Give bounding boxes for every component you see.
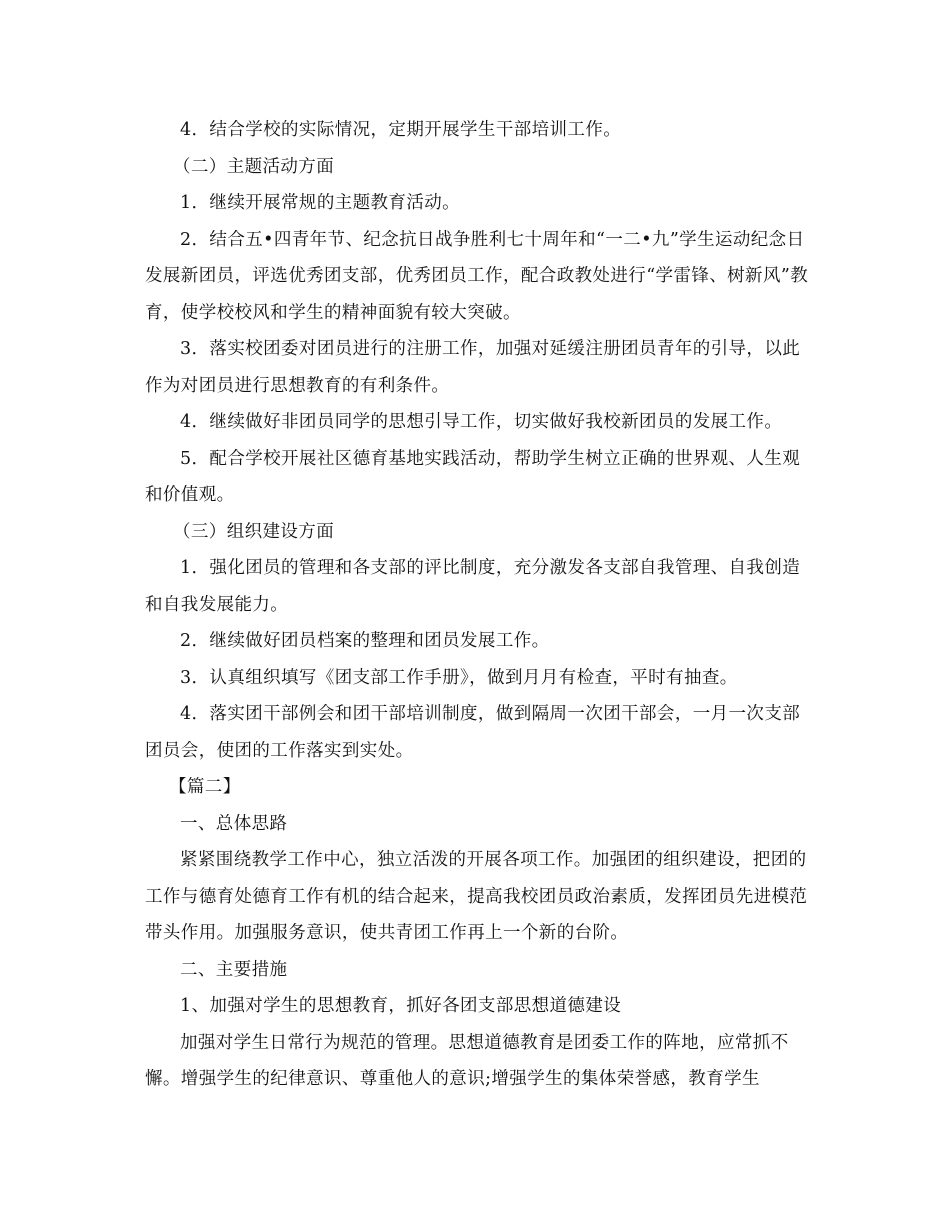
- paragraph-item-4-training: 4．结合学校的实际情况，定期开展学生干部培训工作。: [180, 120, 622, 140]
- paragraph-item-2-archives: 2．继续做好团员档案的整理和团员发展工作。: [180, 631, 550, 651]
- paragraph-item-1-management: 1．强化团员的管理和各支部的评比制度，充分激发各支部自我管理、自我创造和自我发展能力。: [145, 558, 801, 615]
- heading-main-measures: 二、主要措施: [180, 959, 288, 980]
- subheading-theme-activities: （二）主题活动方面: [173, 156, 335, 177]
- paragraph-item-4-meetings: 4．落实团干部例会和团干部培训制度，做到隔周一次团干部会，一月一次支部团员会，使团的工作落实到实处。: [145, 704, 801, 761]
- paragraph-item-3-handbook: 3．认真组织填写《团支部工作手册》，做到月月有检查，平时有抽查。: [180, 667, 738, 688]
- paragraph-item-1-theme-education: 1．继续开展常规的主题教育活动。: [180, 193, 461, 213]
- paragraph-item-2-new-members: 2．结合五•四青年节、纪念抗日战争胜利七十周年和“一二•九”学生运动纪念日发展新团员，评选优秀团支部，优秀团员工作，配合政教处进行“学雷锋、树新风”教育，使学校校风和学生的精神面貌有较大突破。: [145, 229, 809, 323]
- paragraph-overall-approach: 紧紧围绕教学工作中心，独立活泼的开展各项工作。加强团的组织建设，把团的工作与德育处德育工作有机的结合起来，提高我校团员政治素质，发挥团员先进模范带头作用。加强服务意识，使共青团工作再上一个新的台阶。: [145, 850, 808, 943]
- paragraph-item-5-community: 5．配合学校开展社区德育基地实践活动，帮助学生树立正确的世界观、人生观和价值观。: [145, 448, 801, 505]
- paragraph-item-4-guidance: 4．继续做好非团员同学的思想引导工作，切实做好我校新团员的发展工作。: [180, 412, 783, 432]
- document-body: [145, 112, 810, 1098]
- paragraph-item-3-registration: 3．落实校团委对团员进行的注册工作，加强对延缓注册团员青年的引导，以此作为对团员进行思想教育的有利条件。: [145, 339, 801, 396]
- section-marker-part-two: 【篇二】: [169, 777, 241, 797]
- heading-measure-1: 1、加强对学生的思想教育，抓好各团支部思想道德建设: [180, 996, 622, 1016]
- heading-overall-approach: 一、总体思路: [180, 813, 288, 834]
- subheading-organization: （三）组织建设方面: [173, 521, 335, 542]
- paragraph-measure-1: 加强对学生日常行为规范的管理。思想道德教育是团委工作的阵地，应常抓不懈。增强学生的纪律意识、尊重他人的意识;增强学生的集体荣誉感，教育学生: [145, 1032, 789, 1089]
